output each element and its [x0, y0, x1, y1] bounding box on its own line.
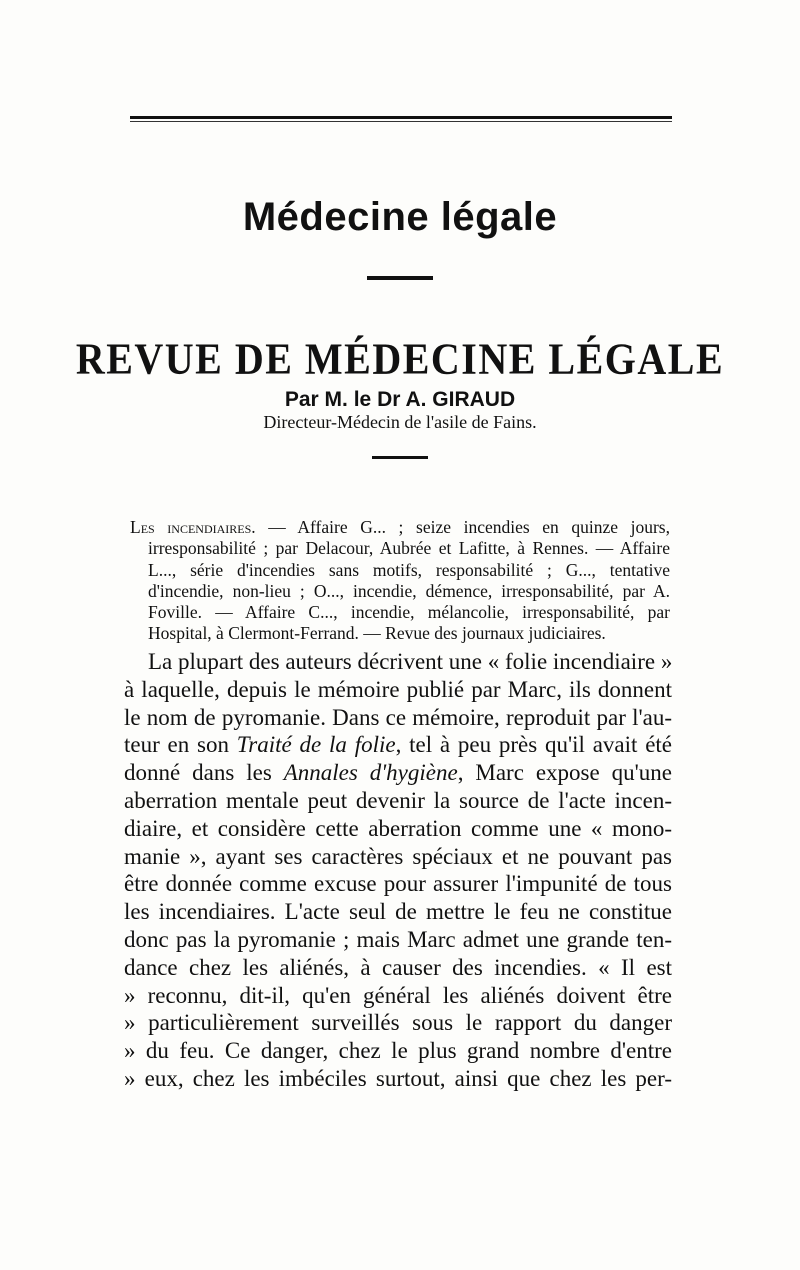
top-double-rule [130, 116, 672, 119]
author-affiliation: Directeur-Médecin de l'asile de Fains. [263, 412, 537, 432]
body-line: être donnée comme excuse pour assurer l'impunité de tous [124, 871, 672, 897]
body-line: La plupart des auteurs décrivent une « folie incendiaire » [148, 649, 672, 674]
body-fragment: teur en son [124, 732, 237, 758]
section-title: Médecine légale [242, 195, 558, 239]
body-line: » du feu. Ce danger, chez le plus grand nombre d'entre [124, 1038, 672, 1064]
body-text [124, 648, 672, 1093]
section-divider [367, 276, 433, 280]
body-fragment: donné dans les [124, 760, 284, 786]
body-line: » reconnu, dit-il, qu'en général les aliénés doivent être [124, 982, 672, 1008]
body-line [124, 759, 672, 787]
body-fragment: , tel à peu près qu'il avait été [395, 732, 672, 758]
title-divider [372, 456, 428, 459]
body-line: dance chez les aliénés, à causer des incendies. « Il est [124, 954, 672, 980]
body-line: donc pas la pyromanie ; mais Marc admet une grande ten- [124, 926, 672, 952]
body-line: manie », ayant ses caractères spéciaux et ne pouvant pas [124, 843, 672, 869]
body-line: les incendiaires. L'acte seul de mettre le feu ne constitue [124, 899, 672, 925]
book-title: Traité de la folie [236, 732, 396, 758]
body-line: » particulièrement surveillés sous le rapport du danger [124, 1010, 672, 1036]
summary-text: — Affaire G... ; seize incendies en quinze jours, irresponsabilité ; par Delacour, Aubrée et Lafitte, à Rennes. — Affaire L..., série d'incendies sans motifs, responsabilité ; G..., tentative d'incendie, non-lieu ; O..., incendie, démence, irresponsabilité, par A. Foville. — Affaire C..., incendie, mélancolie, irresponsabilité, par Hospital, à Clermont-Ferrand. — Revue des journaux judiciaires. [148, 517, 670, 644]
body-line [124, 731, 672, 759]
journal-title: Annales d'hygiène [283, 760, 458, 786]
top-double-rule-thin [130, 121, 672, 122]
body-line: » eux, chez les imbéciles surtout, ainsi que chez les per- [124, 1065, 672, 1091]
body-line: aberration mentale peut devenir la source de l'acte incen- [124, 787, 672, 813]
body-line: le nom de pyromanie. Dans ce mémoire, reproduit par l'au- [124, 704, 672, 730]
article-summary [130, 517, 670, 645]
body-line: diaire, et considère cette aberration comme une « mono- [124, 815, 672, 841]
summary-lead: Les incendiaires. [130, 517, 256, 537]
body-line: à laquelle, depuis le mémoire publié par Marc, ils donnent [124, 676, 672, 702]
author-byline: Par M. le Dr A. GIRAUD [284, 388, 516, 411]
body-fragment: , Marc expose qu'une [457, 760, 672, 786]
article-title: REVUE DE MÉDECINE LÉGALE [75, 333, 725, 384]
